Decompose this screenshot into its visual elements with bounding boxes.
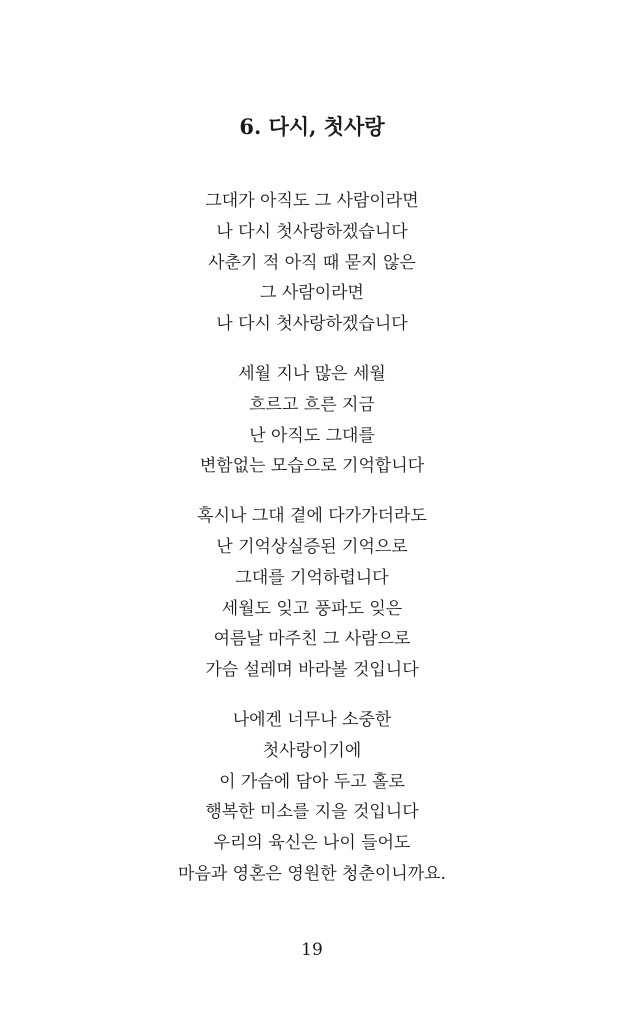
poem-line: 변함없는 모습으로 기억합니다	[199, 456, 425, 477]
poem-line: 세월도 잊고 풍파도 잊은	[221, 598, 403, 619]
poem-line: 가슴 설레며 바라볼 것입니다	[205, 660, 419, 681]
poem-line: 나 다시 첫사랑하겠습니다	[216, 314, 408, 335]
poem-title: 6. 다시, 첫사랑	[239, 114, 385, 139]
poem-line: 그대를 기억하렵니다	[235, 567, 389, 588]
poem-line: 난 기억상실증된 기억으로	[216, 536, 408, 557]
stanza-2	[0, 359, 624, 482]
stanza-1	[0, 186, 624, 340]
page-number: 19	[301, 940, 323, 960]
poem-body	[0, 186, 624, 909]
poem-line: 흐르고 흐른 지금	[249, 394, 375, 415]
poem-line: 그대가 아직도 그 사람이라면	[205, 191, 419, 211]
poem-line: 행복한 미소를 지을 것입니다	[205, 802, 419, 823]
poem-line: 마음과 영혼은 영원한 청춘이니까요.	[178, 863, 446, 884]
poem-line: 여름날 마주친 그 사람으로	[213, 629, 411, 650]
poem-line: 사춘기 적 아직 때 묻지 않은	[208, 252, 416, 273]
stanza-3	[0, 501, 624, 686]
poem-line: 난 아직도 그대를	[249, 425, 375, 446]
poem-line: 그 사람이라면	[260, 283, 364, 304]
poem-line: 이 가슴에 담아 두고 홀로	[219, 771, 405, 792]
poem-line: 세월 지나 많은 세월	[238, 363, 386, 384]
poem-line: 혹시나 그대 곁에 다가가더라도	[197, 506, 427, 527]
poem-line: 나 다시 첫사랑하겠습니다	[216, 221, 408, 242]
poem-line: 우리의 육신은 나이 들어도	[213, 833, 411, 854]
poem-line: 첫사랑이기에	[262, 740, 362, 761]
stanza-4	[0, 705, 624, 890]
poem-line: 나에겐 너무나 소중한	[232, 709, 392, 730]
